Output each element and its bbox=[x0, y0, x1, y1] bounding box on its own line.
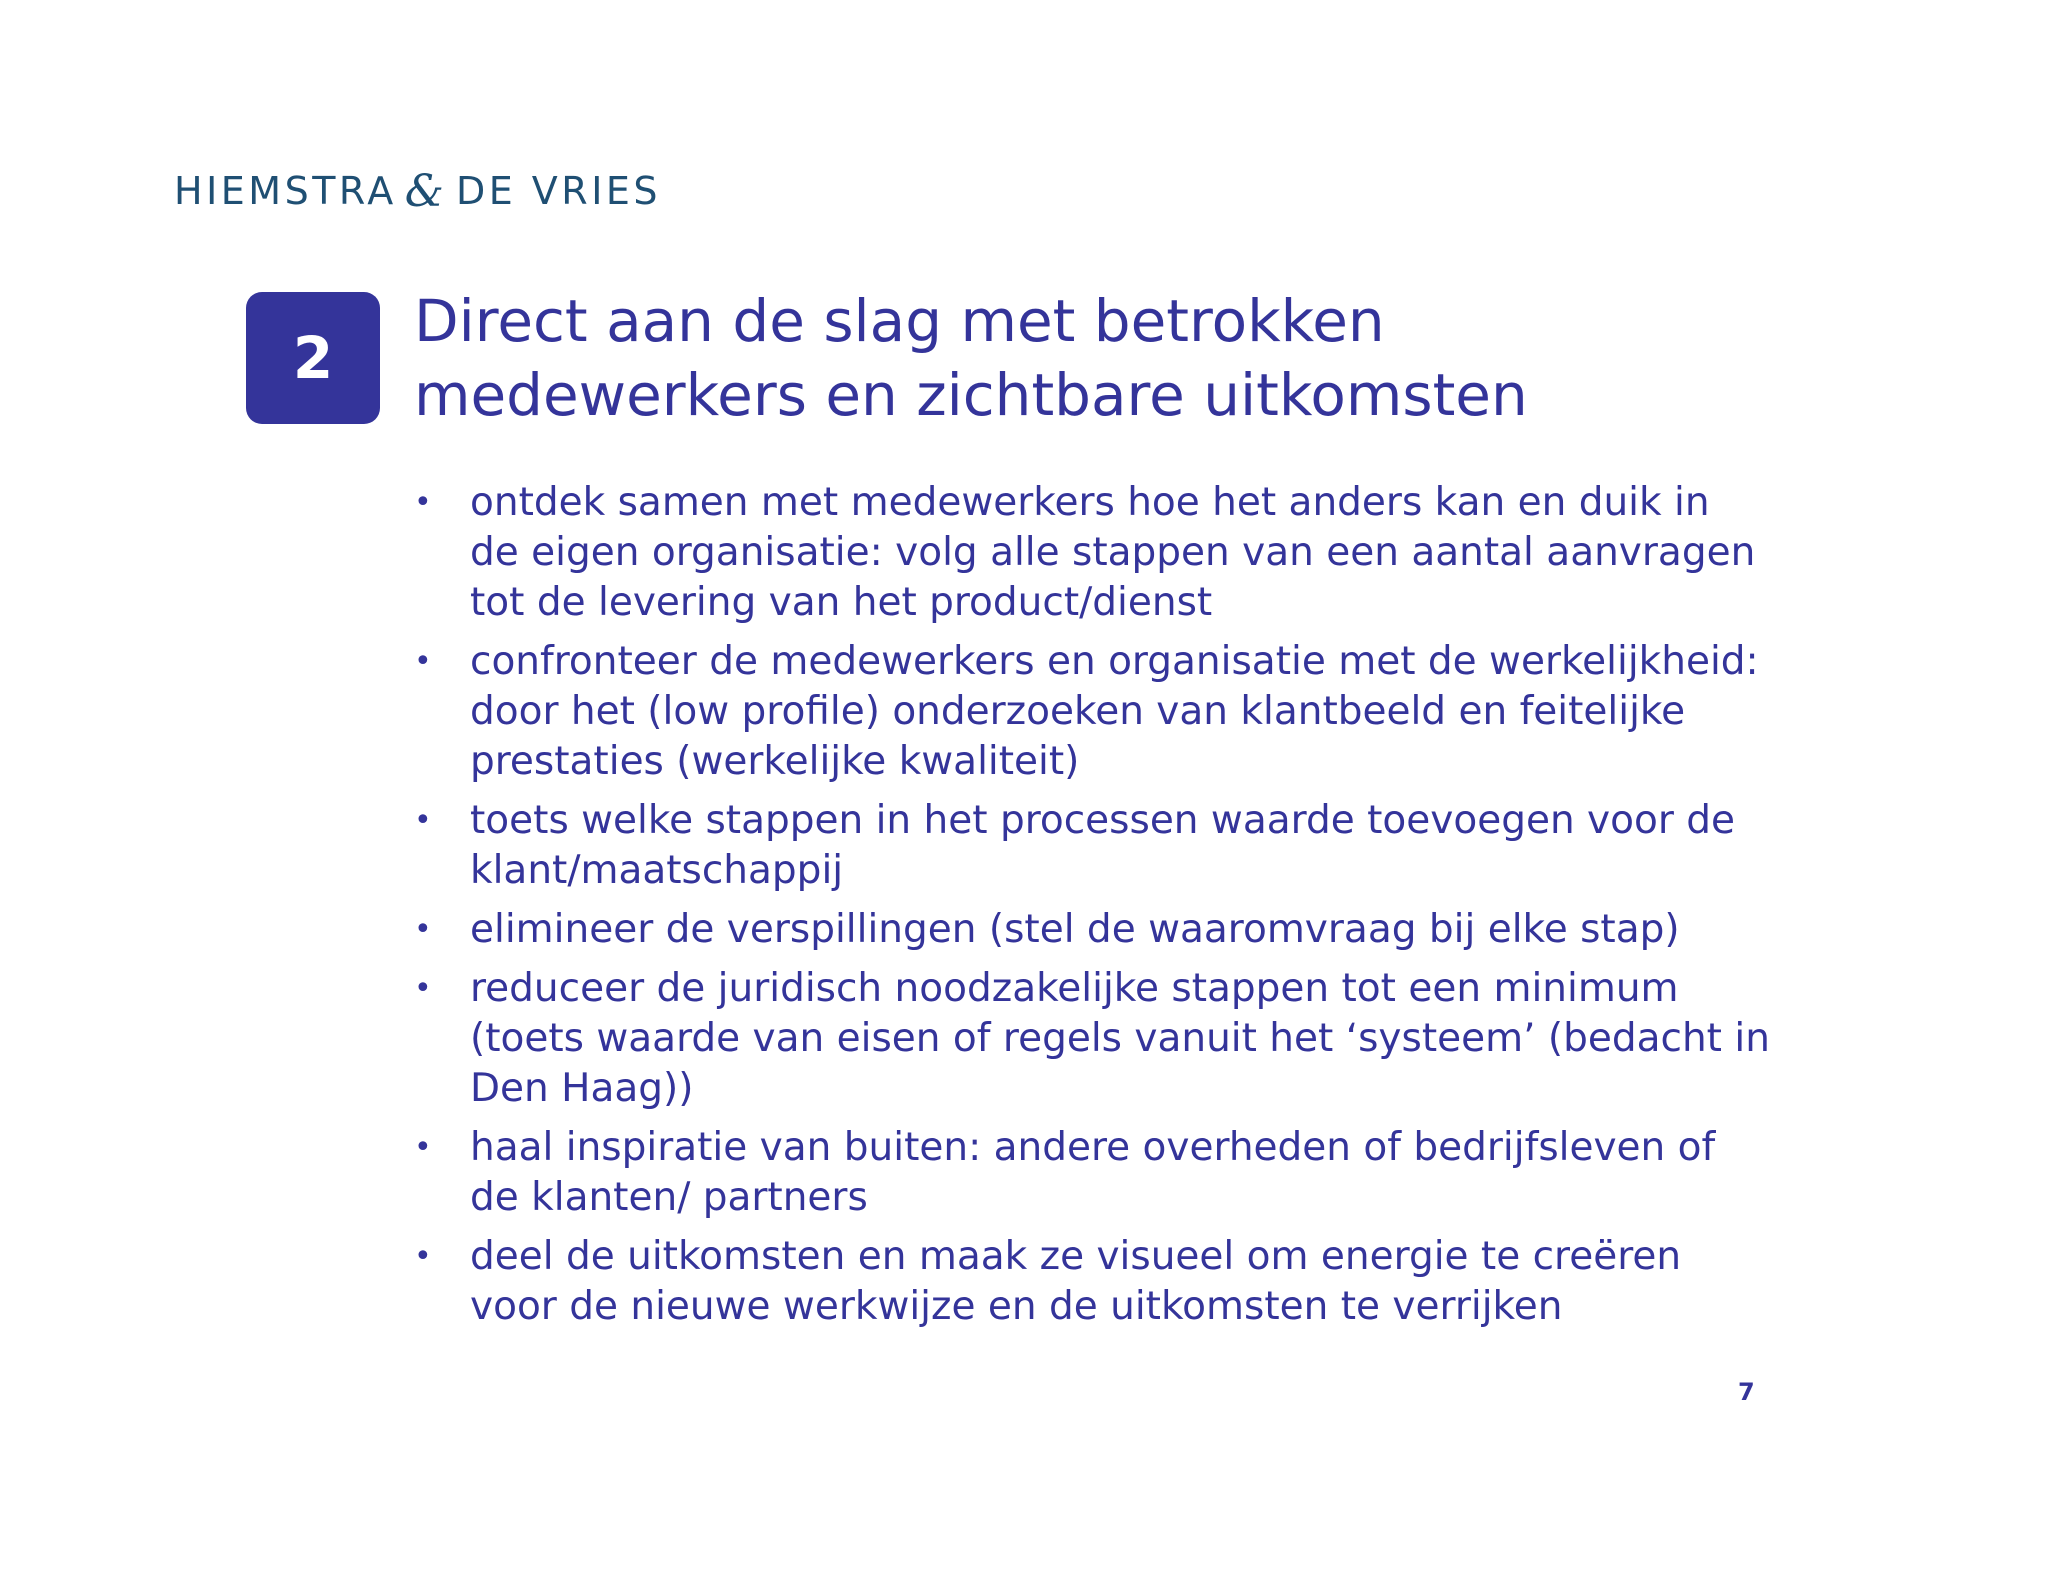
page-number: 7 bbox=[1738, 1378, 1755, 1406]
bullet-list bbox=[410, 478, 1770, 1341]
bullet-text: haal inspiratie van buiten: andere overheden of bedrijfsleven of de klanten/ partners bbox=[470, 1125, 1716, 1220]
bullet-item bbox=[410, 1123, 1770, 1223]
bullet-text: elimineer de verspillingen (stel de waaromvraag bij elke stap) bbox=[470, 907, 1680, 952]
bullet-text: ontdek samen met medewerkers hoe het anders kan en duik in de eigen organisatie: volg alle stappen van een aantal aanvragen tot de levering van het product/dienst bbox=[470, 480, 1756, 625]
bullet-item bbox=[410, 964, 1770, 1114]
bullet-item bbox=[410, 796, 1770, 896]
bullet-text: confronteer de medewerkers en organisatie met de werkelijkheid: door het (low profile) onderzoeken van klantbeeld en feitelijke prestaties (werkelijke kwaliteit) bbox=[470, 639, 1759, 784]
bullet-text: reduceer de juridisch noodzakelijke stappen tot een minimum (toets waarde van eisen of regels vanuit het ‘systeem’ (bedacht in Den Haag)) bbox=[470, 966, 1770, 1111]
slide-title-line-2: medewerkers en zichtbare uitkomsten bbox=[414, 361, 1528, 429]
bullet-icon: • bbox=[414, 644, 432, 679]
logo-left-text: HIEMSTRA bbox=[174, 169, 397, 213]
bullet-item bbox=[410, 1232, 1770, 1332]
bullet-icon: • bbox=[414, 912, 432, 947]
bullet-text: deel de uitkomsten en maak ze visueel om energie te creëren voor de nieuwe werkwijze en de uitkomsten te verrijken bbox=[470, 1234, 1682, 1329]
bullet-item bbox=[410, 637, 1770, 787]
bullet-item bbox=[410, 905, 1770, 955]
bullet-icon: • bbox=[414, 1130, 432, 1165]
section-number-badge: 2 bbox=[246, 292, 380, 424]
slide-title-line-1: Direct aan de slag met betrokken bbox=[414, 287, 1385, 355]
logo-right-text: DE VRIES bbox=[455, 169, 662, 213]
slide-title bbox=[414, 284, 1814, 432]
bullet-icon: • bbox=[414, 971, 432, 1006]
bullet-icon: • bbox=[414, 1239, 432, 1274]
bullet-icon: • bbox=[414, 485, 432, 520]
bullet-item bbox=[410, 478, 1770, 628]
logo-ampersand: & bbox=[404, 165, 444, 217]
bullet-text: toets welke stappen in het processen waarde toevoegen voor de klant/maatschappij bbox=[470, 798, 1736, 893]
bullet-icon: • bbox=[414, 803, 432, 838]
company-logo bbox=[174, 166, 661, 216]
